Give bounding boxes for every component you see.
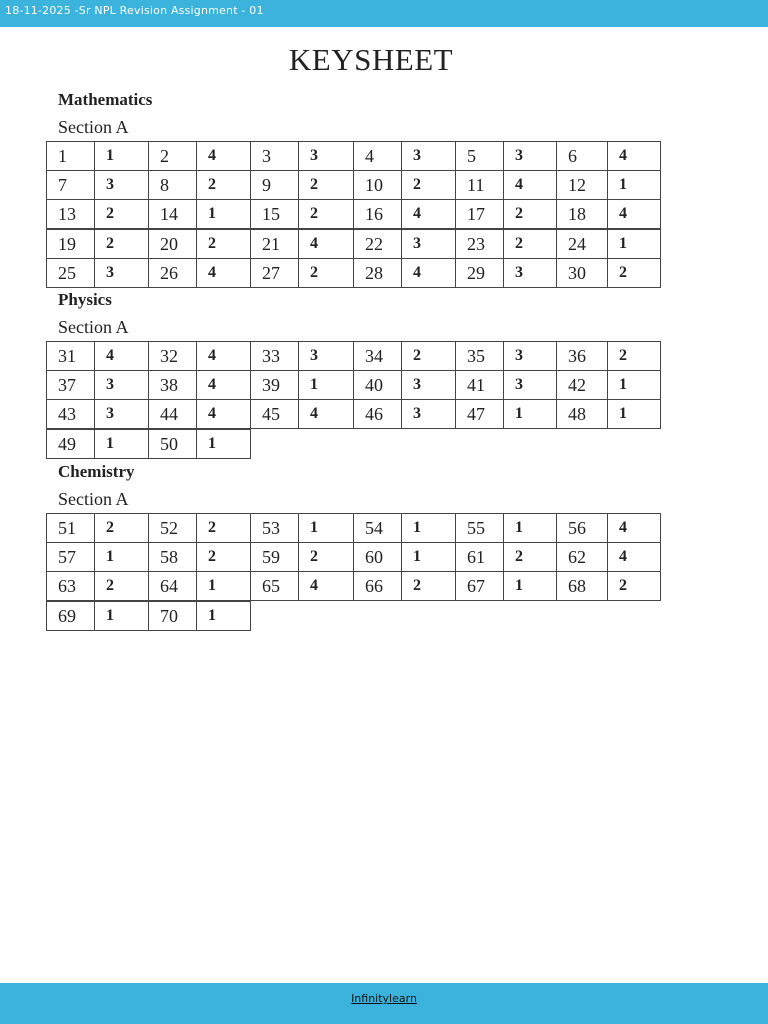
answer-key-cell: 4 xyxy=(607,513,661,543)
answer-key-cell: 3 xyxy=(94,370,149,400)
answer-key-cell: 1 xyxy=(298,370,354,400)
header-title: 18-11-2025 -Sr NPL Revision Assignment - 01 xyxy=(5,4,264,17)
question-number-cell: 69 xyxy=(46,601,95,631)
answer-key-cell: 4 xyxy=(298,571,354,601)
answer-key-cell: 2 xyxy=(401,571,456,601)
answer-key-cell: 2 xyxy=(94,229,149,259)
answer-key-cell: 3 xyxy=(94,258,149,288)
answer-key-cell: 2 xyxy=(298,542,354,572)
question-number-cell: 12 xyxy=(556,170,608,200)
question-number-cell: 50 xyxy=(148,429,197,459)
question-number-cell: 49 xyxy=(46,429,95,459)
answer-key-cell: 2 xyxy=(196,513,251,543)
answer-key-cell: 1 xyxy=(196,429,251,459)
question-number-cell: 44 xyxy=(148,399,197,429)
question-number-cell: 21 xyxy=(250,229,299,259)
question-number-cell: 9 xyxy=(250,170,299,200)
answer-key-cell: 2 xyxy=(607,341,661,371)
question-number-cell: 30 xyxy=(556,258,608,288)
answer-key-cell: 4 xyxy=(607,199,661,229)
section-heading: Section A xyxy=(58,489,129,509)
question-number-cell: 45 xyxy=(250,399,299,429)
answer-key-cell: 1 xyxy=(94,141,149,171)
answer-key-cell: 4 xyxy=(401,258,456,288)
subject-heading: Chemistry xyxy=(58,462,135,481)
answer-key-cell: 2 xyxy=(94,513,149,543)
question-number-cell: 37 xyxy=(46,370,95,400)
answer-key-cell: 3 xyxy=(503,370,557,400)
question-number-cell: 58 xyxy=(148,542,197,572)
question-number-cell: 24 xyxy=(556,229,608,259)
answer-key-cell: 4 xyxy=(401,199,456,229)
question-number-cell: 51 xyxy=(46,513,95,543)
question-number-cell: 47 xyxy=(455,399,504,429)
question-number-cell: 39 xyxy=(250,370,299,400)
question-number-cell: 67 xyxy=(455,571,504,601)
answer-key-cell: 2 xyxy=(401,341,456,371)
answer-key-cell: 1 xyxy=(298,513,354,543)
answer-key-cell: 1 xyxy=(196,601,251,631)
question-number-cell: 22 xyxy=(353,229,402,259)
answer-key-cell: 2 xyxy=(196,170,251,200)
answer-key-cell: 4 xyxy=(196,341,251,371)
answer-key-cell: 2 xyxy=(196,229,251,259)
answer-key-cell: 3 xyxy=(503,258,557,288)
answer-key-cell: 2 xyxy=(401,170,456,200)
section-heading: Section A xyxy=(58,117,129,137)
answer-key-cell: 3 xyxy=(503,341,557,371)
question-number-cell: 34 xyxy=(353,341,402,371)
question-number-cell: 52 xyxy=(148,513,197,543)
question-number-cell: 7 xyxy=(46,170,95,200)
question-number-cell: 8 xyxy=(148,170,197,200)
question-number-cell: 19 xyxy=(46,229,95,259)
question-number-cell: 14 xyxy=(148,199,197,229)
answer-key-cell: 2 xyxy=(503,199,557,229)
answer-key-cell: 2 xyxy=(196,542,251,572)
question-number-cell: 25 xyxy=(46,258,95,288)
question-number-cell: 55 xyxy=(455,513,504,543)
question-number-cell: 40 xyxy=(353,370,402,400)
answer-key-cell: 1 xyxy=(503,571,557,601)
answer-key-cell: 1 xyxy=(503,513,557,543)
question-number-cell: 10 xyxy=(353,170,402,200)
answer-key-cell: 1 xyxy=(503,399,557,429)
answer-key-cell: 2 xyxy=(298,258,354,288)
question-number-cell: 32 xyxy=(148,341,197,371)
question-number-cell: 11 xyxy=(455,170,504,200)
question-number-cell: 20 xyxy=(148,229,197,259)
answer-key-cell: 3 xyxy=(401,399,456,429)
question-number-cell: 23 xyxy=(455,229,504,259)
answer-key-cell: 2 xyxy=(503,542,557,572)
answer-key-cell: 1 xyxy=(94,542,149,572)
answer-key-cell: 4 xyxy=(298,229,354,259)
answer-key-cell: 1 xyxy=(607,170,661,200)
question-number-cell: 66 xyxy=(353,571,402,601)
answer-key-cell: 3 xyxy=(94,170,149,200)
subject-heading: Mathematics xyxy=(58,90,153,109)
question-number-cell: 27 xyxy=(250,258,299,288)
question-number-cell: 53 xyxy=(250,513,299,543)
answer-key-cell: 2 xyxy=(503,229,557,259)
answer-key-cell: 3 xyxy=(401,141,456,171)
answer-key-cell: 3 xyxy=(298,341,354,371)
question-number-cell: 42 xyxy=(556,370,608,400)
question-number-cell: 61 xyxy=(455,542,504,572)
answer-key-cell: 4 xyxy=(196,370,251,400)
question-number-cell: 43 xyxy=(46,399,95,429)
answer-key-cell: 2 xyxy=(607,571,661,601)
answer-key-cell: 1 xyxy=(607,370,661,400)
question-number-cell: 60 xyxy=(353,542,402,572)
answer-key-cell: 2 xyxy=(298,170,354,200)
question-number-cell: 17 xyxy=(455,199,504,229)
question-number-cell: 46 xyxy=(353,399,402,429)
answer-key-cell: 1 xyxy=(94,601,149,631)
answer-key-cell: 4 xyxy=(196,141,251,171)
answer-key-cell: 3 xyxy=(401,370,456,400)
answer-key-cell: 1 xyxy=(196,199,251,229)
question-number-cell: 15 xyxy=(250,199,299,229)
answer-key-cell: 4 xyxy=(607,141,661,171)
question-number-cell: 59 xyxy=(250,542,299,572)
answer-key-cell: 2 xyxy=(607,258,661,288)
question-number-cell: 56 xyxy=(556,513,608,543)
answer-key-cell: 4 xyxy=(196,258,251,288)
question-number-cell: 62 xyxy=(556,542,608,572)
question-number-cell: 31 xyxy=(46,341,95,371)
question-number-cell: 36 xyxy=(556,341,608,371)
question-number-cell: 29 xyxy=(455,258,504,288)
answer-key-cell: 2 xyxy=(298,199,354,229)
answer-key-cell: 3 xyxy=(94,399,149,429)
question-number-cell: 64 xyxy=(148,571,197,601)
answer-key-cell: 1 xyxy=(196,571,251,601)
question-number-cell: 28 xyxy=(353,258,402,288)
section-heading: Section A xyxy=(58,317,129,337)
question-number-cell: 5 xyxy=(455,141,504,171)
answer-key-cell: 3 xyxy=(401,229,456,259)
question-number-cell: 16 xyxy=(353,199,402,229)
answer-key-cell: 1 xyxy=(401,542,456,572)
question-number-cell: 68 xyxy=(556,571,608,601)
question-number-cell: 65 xyxy=(250,571,299,601)
question-number-cell: 1 xyxy=(46,141,95,171)
header-bar xyxy=(0,0,768,27)
question-number-cell: 18 xyxy=(556,199,608,229)
question-number-cell: 13 xyxy=(46,199,95,229)
question-number-cell: 6 xyxy=(556,141,608,171)
question-number-cell: 33 xyxy=(250,341,299,371)
question-number-cell: 26 xyxy=(148,258,197,288)
answer-key-cell: 4 xyxy=(196,399,251,429)
answer-key-cell: 1 xyxy=(607,229,661,259)
answer-key-cell: 1 xyxy=(94,429,149,459)
subject-heading: Physics xyxy=(58,290,112,309)
question-number-cell: 2 xyxy=(148,141,197,171)
question-number-cell: 41 xyxy=(455,370,504,400)
answer-key-cell: 3 xyxy=(298,141,354,171)
answer-key-cell: 4 xyxy=(94,341,149,371)
page-title: KEYSHEET xyxy=(288,42,454,77)
question-number-cell: 63 xyxy=(46,571,95,601)
question-number-cell: 57 xyxy=(46,542,95,572)
question-number-cell: 54 xyxy=(353,513,402,543)
answer-key-cell: 2 xyxy=(94,571,149,601)
footer-link[interactable]: Infinitylearn xyxy=(351,992,417,1005)
answer-key-cell: 4 xyxy=(607,542,661,572)
answer-key-cell: 2 xyxy=(94,199,149,229)
question-number-cell: 38 xyxy=(148,370,197,400)
footer-bar xyxy=(0,983,768,1024)
answer-key-cell: 1 xyxy=(607,399,661,429)
answer-key-cell: 3 xyxy=(503,141,557,171)
answer-key-cell: 4 xyxy=(503,170,557,200)
question-number-cell: 70 xyxy=(148,601,197,631)
question-number-cell: 3 xyxy=(250,141,299,171)
question-number-cell: 35 xyxy=(455,341,504,371)
answer-key-cell: 4 xyxy=(298,399,354,429)
question-number-cell: 48 xyxy=(556,399,608,429)
answer-key-cell: 1 xyxy=(401,513,456,543)
question-number-cell: 4 xyxy=(353,141,402,171)
